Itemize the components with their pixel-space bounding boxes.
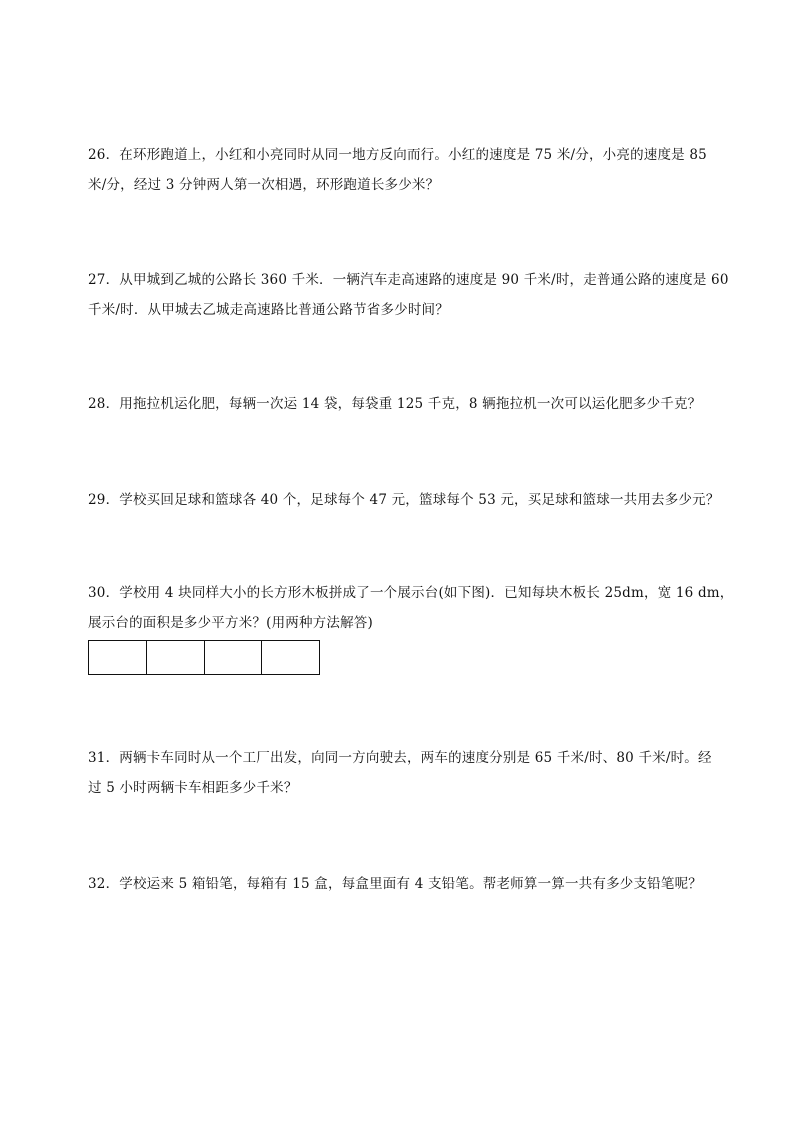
wooden-board <box>147 641 205 674</box>
problem-31 <box>88 743 714 803</box>
wooden-board <box>205 641 263 674</box>
problem-29 <box>88 485 720 515</box>
display-board-diagram <box>88 640 320 675</box>
problem-32 <box>88 869 714 899</box>
problem-29-line-1: 29．学校买回足球和篮球各 40 个，足球每个 47 元，篮球每个 53 元，买足球和篮球一共用去多少元？ <box>88 492 720 508</box>
problem-28 <box>88 389 714 419</box>
problem-28-line-1: 28．用拖拉机运化肥，每辆一次运 14 袋，每袋重 125 千克，8 辆拖拉机一次可以运化肥多少千克？ <box>88 396 702 412</box>
wooden-board <box>89 641 147 674</box>
problem-27-line-1: 27．从甲城到乙城的公路长 360 千米．一辆汽车走高速路的速度是 90 千米/时，走普通公路的速度是 60 <box>88 272 729 288</box>
problem-27 <box>88 265 729 325</box>
wooden-board <box>262 641 319 674</box>
problem-30-line-1: 30．学校用 4 块同样大小的长方形木板拼成了一个展示台(如下图)．已知每块木板长 25dm，宽 16 dm， <box>88 585 734 601</box>
problem-30 <box>88 578 734 638</box>
problem-26 <box>88 140 714 200</box>
problem-30-line-2: 展示台的面积是多少平方米？(用两种方法解答) <box>88 615 373 631</box>
problem-27-line-2: 千米/时．从甲城去乙城走高速路比普通公路节省多少时间？ <box>88 302 449 318</box>
problem-32-line-1: 32．学校运来 5 箱铅笔，每箱有 15 盒，每盒里面有 4 支铅笔。帮老师算一算一共有多少支铅笔呢？ <box>88 876 702 892</box>
problem-26-line-1: 26．在环形跑道上，小红和小亮同时从同一地方反向而行。小红的速度是 75 米/分，小亮的速度是 85 <box>88 147 707 163</box>
problem-31-line-2: 过 5 小时两辆卡车相距多少千米？ <box>88 780 298 796</box>
problem-31-line-1: 31．两辆卡车同时从一个工厂出发，向同一方向驶去，两车的速度分别是 65 千米/时、80 千米/时。经 <box>88 750 712 766</box>
problem-26-line-2: 米/分，经过 3 分钟两人第一次相遇，环形跑道长多少米？ <box>88 177 440 193</box>
